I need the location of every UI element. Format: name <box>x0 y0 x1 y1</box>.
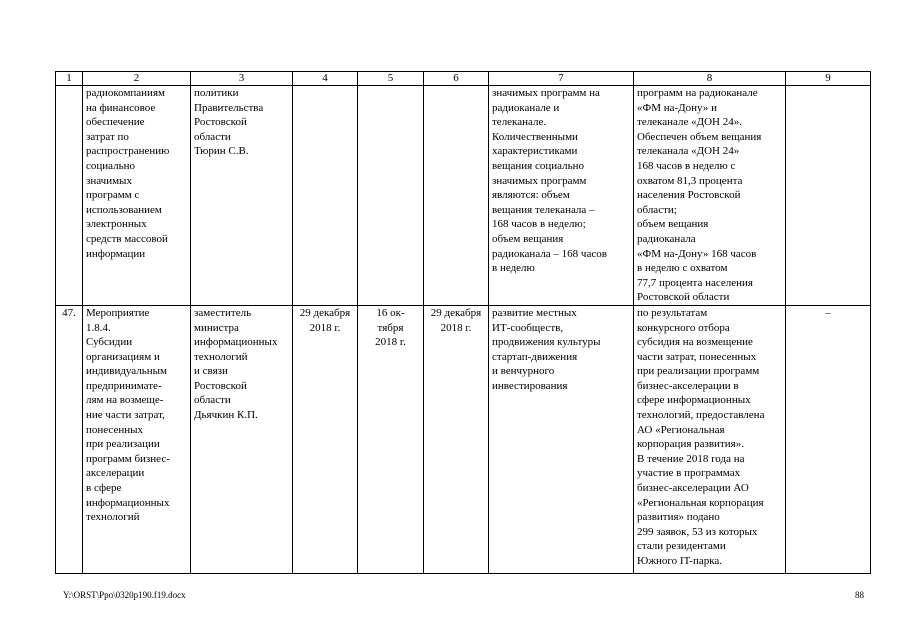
measure-name-cell: радиокомпаниям на финансовое обеспечение затрат по распространению социально значимых программ с использованием электронных средств массовой информации <box>83 86 191 306</box>
measure-name-cell: Мероприятие 1.8.4. Субсидии организациям и индивидуальным предпринимате- лям на возмеще- ние части затрат, понесенных при реализации программ бизнес- акселерации в сфере информационных технологий <box>83 305 191 573</box>
column-header: 1 <box>56 72 83 86</box>
actual-end-date-cell <box>424 86 489 306</box>
table-header-row <box>56 72 871 86</box>
planned-date-cell: 29 декабря 2018 г. <box>293 305 358 573</box>
column-header: 4 <box>293 72 358 86</box>
table-row <box>56 305 871 573</box>
notes-cell: – <box>786 305 871 573</box>
column-header: 6 <box>424 72 489 86</box>
actual-end-date-cell: 29 декабря 2018 г. <box>424 305 489 573</box>
page-number: 88 <box>855 590 864 600</box>
column-header: 7 <box>489 72 634 86</box>
report-table <box>55 71 871 574</box>
column-header: 2 <box>83 72 191 86</box>
row-number-cell <box>56 86 83 306</box>
file-path-footer: Y:\ORST\Ppo\0320p190.f19.docx <box>63 590 186 600</box>
expected-result-cell: значимых программ на радиоканале и телеканале. Количественными характеристиками вещания социально значимых программ являются: объем вещания телеканала – 168 часов в неделю; объем вещания радиоканала – 168 часов в неделю <box>489 86 634 306</box>
actual-start-date-cell <box>358 86 424 306</box>
notes-cell <box>786 86 871 306</box>
column-header: 9 <box>786 72 871 86</box>
responsible-person-cell: политики Правительства Ростовской области Тюрин С.В. <box>191 86 293 306</box>
responsible-person-cell: заместитель министра информационных технологий и связи Ростовской области Дьячкин К.П. <box>191 305 293 573</box>
expected-result-cell: развитие местных ИТ-сообществ, продвижения культуры стартап-движения и венчурного инвестирования <box>489 305 634 573</box>
column-header: 5 <box>358 72 424 86</box>
actual-result-cell: по результатам конкурсного отбора субсидия на возмещение части затрат, понесенных при реализации программ бизнес-акселерации в сфере информационных технологий, предоставлена АО «Региональная корпорация развития». В течение 2018 года на участие в программах бизнес-акселерации АО «Региональная корпорация развития» подано 299 заявок, 53 из которых стали резидентами Южного IT-парка. <box>634 305 786 573</box>
actual-result-cell: программ на радиоканале «ФМ на-Дону» и телеканале «ДОН 24». Обеспечен объем вещания телеканала «ДОН 24» 168 часов в неделю с охватом 81,3 процента населения Ростовской области; объем вещания радиоканала «ФМ на-Дону» 168 часов в неделю с охватом 77,7 процента населения Ростовской области <box>634 86 786 306</box>
actual-start-date-cell: 16 ок- тября 2018 г. <box>358 305 424 573</box>
table-row <box>56 86 871 306</box>
column-header: 8 <box>634 72 786 86</box>
column-header: 3 <box>191 72 293 86</box>
row-number-cell: 47. <box>56 305 83 573</box>
planned-date-cell <box>293 86 358 306</box>
